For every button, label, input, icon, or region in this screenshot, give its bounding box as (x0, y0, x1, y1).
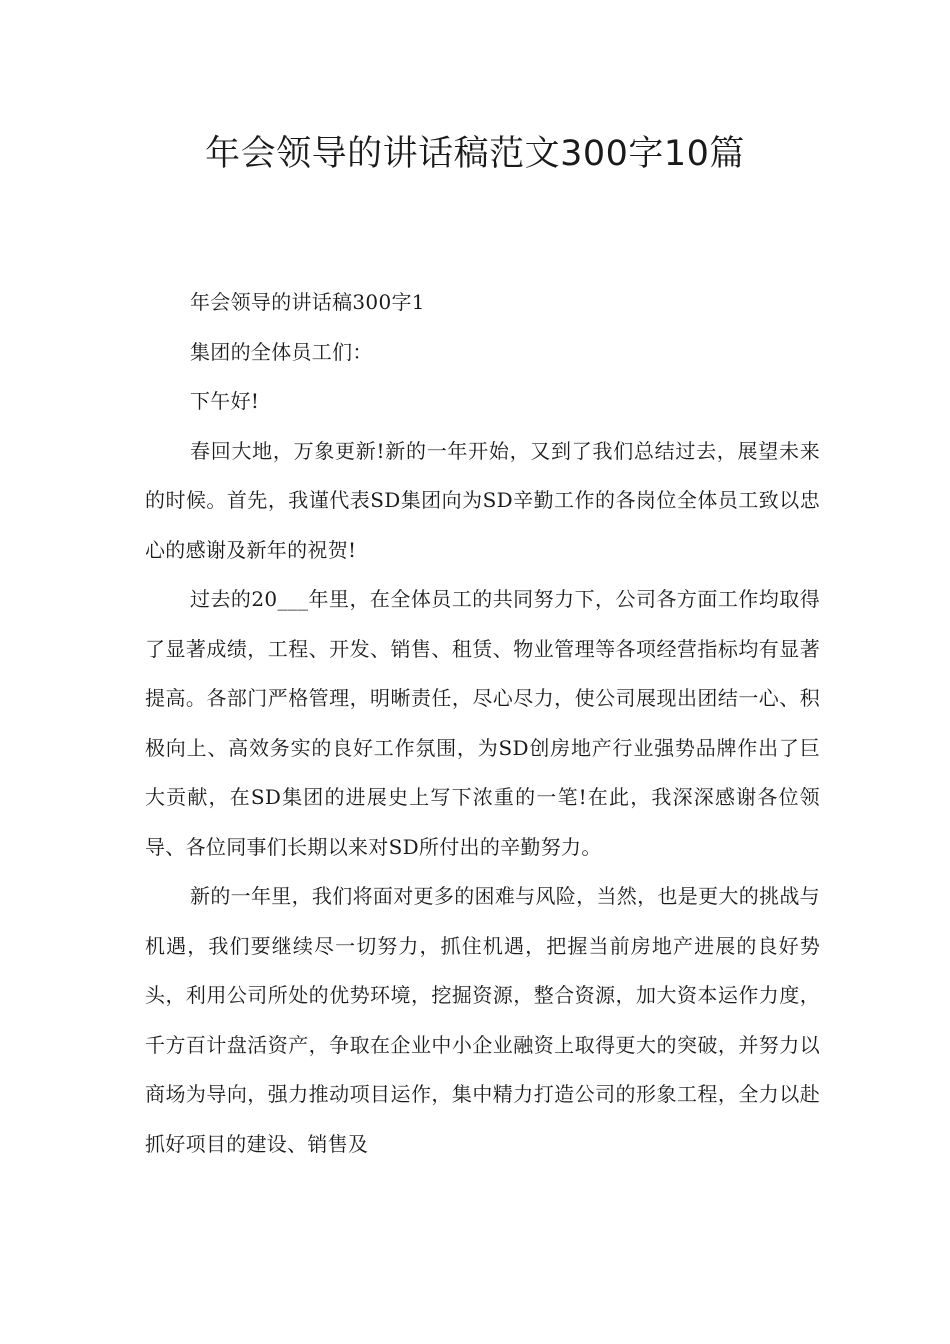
greeting: 下午好! (190, 389, 260, 413)
page-title: 年会领导的讲话稿范文300字10篇 (205, 134, 745, 174)
body-paragraph: 过去的20___年里，在全体员工的共同努力下，公司各方面工作均取得了显著成绩，工程、开发、销售、租赁、物业管理等各项经营指标均有显著提高。各部门严格管理，明晰责任，尽心尽力，使公司展现出团结一心、积极向上、高效务实的良好工作氛围，为SD创房地产行业强势品牌作出了巨大贡献，在SD集团的进展史上写下浓重的一笔!在此，我深深感谢各位领导、各位同事们长期以来对SD所付出的辛勤努力。 (145, 587, 820, 859)
document-body (145, 278, 820, 1169)
body-paragraph: 新的一年里，我们将面对更多的困难与风险，当然，也是更大的挑战与机遇，我们要继续尽一切努力，抓住机遇，把握当前房地产进展的良好势头，利用公司所处的优势环境，挖掘资源，整合资源，加大资本运作力度，千方百计盘活资产，争取在企业中小企业融资上取得更大的突破，并努力以商场为导向，强力推动项目运作，集中精力打造公司的形象工程，全力以赴抓好项目的建设、销售及 (145, 884, 820, 1156)
body-paragraph: 春回大地，万象更新!新的一年开始，又到了我们总结过去，展望未来的时候。首先，我谨代表SD集团向为SD辛勤工作的各岗位全体员工致以忠心的感谢及新年的祝贺! (145, 438, 820, 562)
section-heading: 年会领导的讲话稿300字1 (190, 290, 425, 314)
salutation: 集团的全体员工们： (190, 339, 373, 364)
